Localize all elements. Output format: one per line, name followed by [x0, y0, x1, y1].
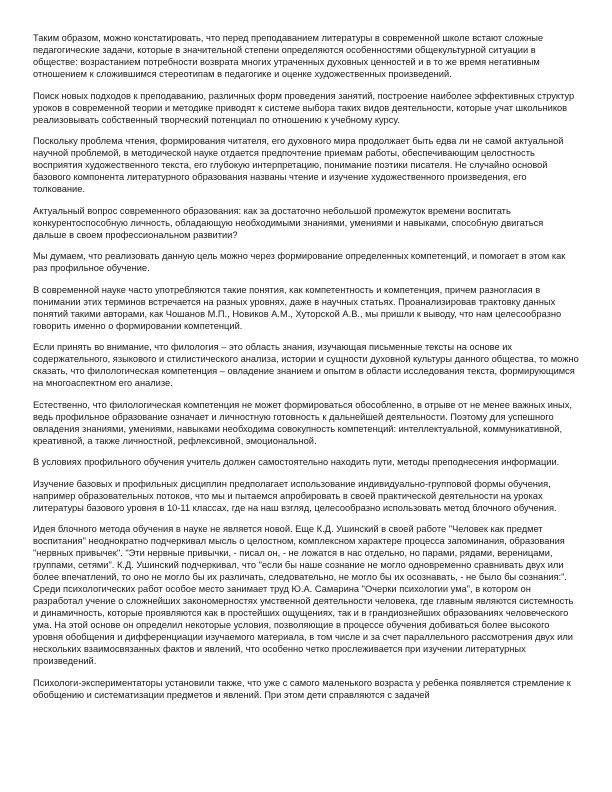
paragraph-5: Мы думаем, что реализовать данную цель можно через формирование определенных компетенций, и помогает в этом как раз профильное обучение.: [33, 251, 566, 273]
paragraph-10: Изучение базовых и профильных дисциплин предполагает использование индивидуально-групповой формы обучения, например образовательных потоков, что мы и пытаемся апробировать в своей практической деятельности на уроках литературы базового уровня в 10-11 классах, где на наш взгляд, целесообразно использовать метод блочного обучения.: [33, 478, 557, 513]
paragraph-1: Таким образом, можно констатировать, что перед преподаванием литературы в современной школе встают сложные педагогические задачи, которые в значительной степени определяются особенностями общекультурной ситуации в обществе: возрастанием потребности возврата многих утраченных духовных ценностей и в то же время негативным отношением к сложившимся стереотипам в педагогике и оценке художественных произведений.: [33, 33, 544, 79]
paragraph-6: В современной науке часто употребляются такие понятия, как компетентность и компетенция, причем разногласия в понимании этих терминов встречается на разных уровнях, даже в научных статьях. Проанализировав трактовку данных понятий такими авторами, как Чошанов М.П., Новиков А.М., Хуторской А.В., мы пришли к выводу, что нам целесообразно говорить именно о формировании компетенций.: [33, 284, 562, 331]
paragraph-7: Если принять во внимание, что филология – это область знания, изучающая письменные тексты на основе их содержательного, языкового и стилистического анализа, истории и сущности духовной культуры данного общества, то можно сказать, что филологическая компетенция – овладение знанием и опытом в области исследования текста, формирующимся на многоаспектном его анализе.: [33, 342, 579, 388]
paragraph-8: Естественно, что филологическая компетенция не может формироваться обособленно, в отрыве от не менее важных иных, ведь профильное образование означает и личностную готовность к дальнейшей деятельности. Поэтому для успешного овладения знаниями, умениями, навыками необходима совокупность компетенций: интеллектуальной, коммуникативной, креативной, а также личностной, рефлексивной, эмоциональной.: [33, 399, 572, 446]
paragraph-3: Поскольку проблема чтения, формирования читателя, его духовного мира продолжает быть едва ли не самой актуальной научной проблемой, в методической науке отдается предпочтение приемам работы, обеспечивающим целостность восприятия художественного текста, его глубокую интерпретацию, понимание поэтики писателя. Не случайно основой базового компонента литературного образования названы чтение и изучение художественного произведения, его толкование.: [33, 136, 564, 194]
document-page: [33, 32, 579, 710]
paragraph-12: Психологи-экспериментаторы установили также, что уже с самого маленького возраста у ребенка появляется стремление к обобщению и систематизации предметов и явлений. При этом дети справляются с задачей: [33, 677, 571, 700]
paragraph-2: Поиск новых подходов к преподаванию, различных форм проведения занятий, построение наиболее эффективных структур уроков в современной теории и методике приводят к системе выбора таких видов деятельности, которые учат школьников реализовывать собственный творческий потенциал по отношению к учебному курсу.: [33, 90, 575, 125]
paragraph-9: В условиях профильного обучения учитель должен самостоятельно находить пути, методы преподнесения информации.: [33, 457, 560, 467]
paragraph-4: Актуальный вопрос современного образования: как за достаточно небольшой промежуток времени воспитать конкурентоспособную личность, обладающую необходимыми знаниями, умениями и навыками, способную двигаться дальше в своем профессиональном развитии?: [33, 205, 544, 240]
paragraph-11: Идея блочного метода обучения в науке не является новой. Еще К.Д. Ушинский в своей работе "Человек как предмет воспитания" неоднократно подчеркивал мысль о целостном, комплексном характере процесса запоминания, образования "нервных привычек". "Эти нервные привычки, - писал он, - не ложатся в нас отдельно, но парами, рядами, вереницами, группами, сетями". К.Д. Ушинский подчеркивал, что "если бы наше сознание не могло одновременно сравнивать двух или более впечатлений, то оно не могло бы их различать, следовательно, не могло бы их осознавать, - не было бы сознания:". Среди психологических работ особое место занимает труд Ю.А. Самарина "Очерки психологии ума", в котором он разработал учение о сложнейших закономерностях умственной деятельности человека, где главным являются системность и динамичность, которые проявляются как в простейших ощущениях, так и в грандиознейших образованиях человеческого ума. На этой основе он определил некоторые условия, позволяющие в процессе обучения добиваться более высокого уровня обобщения и дифференциации изучаемого материала, в том числе и за счет параллельного рассмотрения двух или нескольких взаимосвязанных фактов и явлений, что особенно четко прослеживается при изучении литературных произведений.: [33, 524, 574, 666]
